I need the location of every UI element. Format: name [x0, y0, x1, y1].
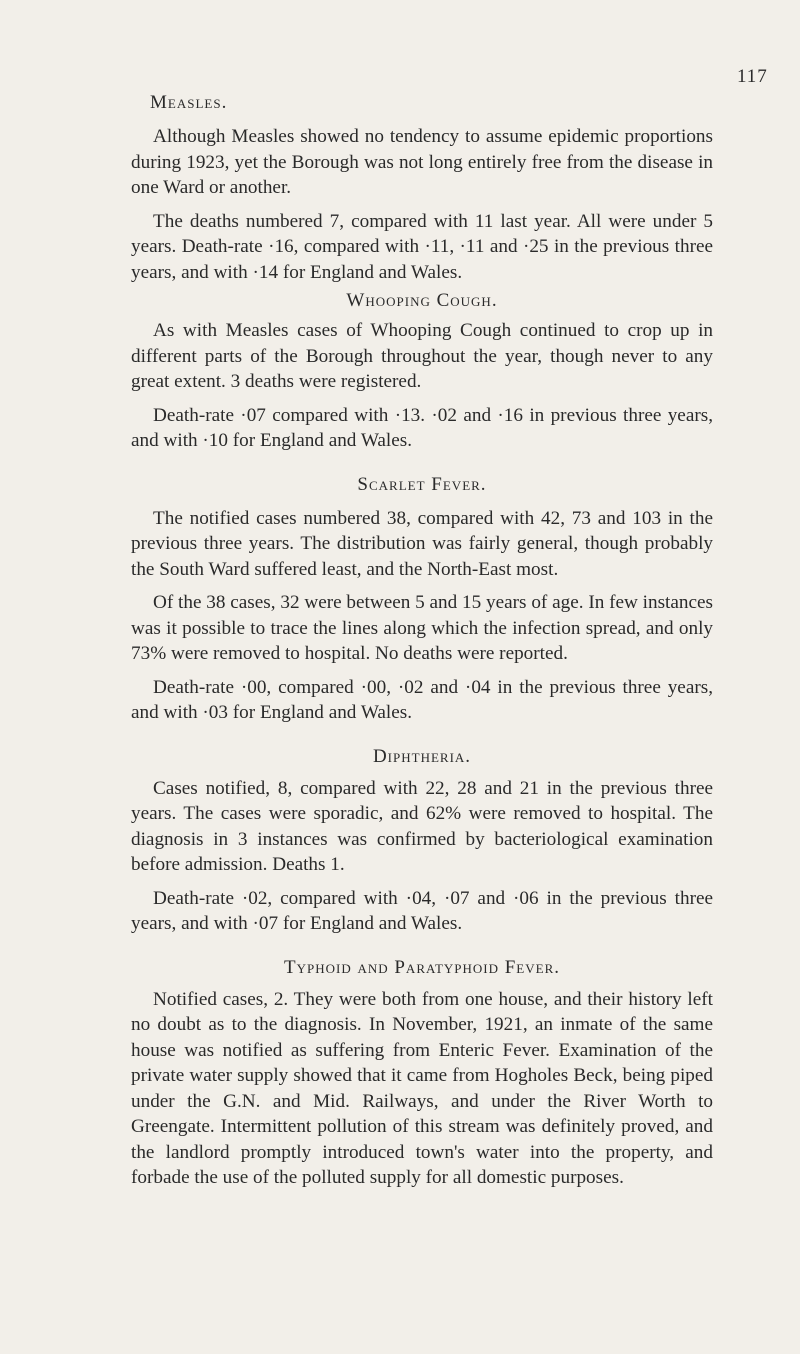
section-heading: Diphtheria. — [372, 745, 472, 767]
paragraph: Although Measles showed no tendency to assume epidemic proportions during 1923, yet the Borough was not long entirely free from the disease in one Ward or another. — [131, 126, 713, 198]
paragraph: Death-rate ·07 compared with ·13. ·02 and ·16 in previous three years, and with ·10 for England and Wales. — [131, 404, 713, 451]
section-heading: Scarlet Fever. — [357, 473, 487, 495]
section-whooping-cough — [131, 290, 713, 454]
section-typhoid — [131, 957, 713, 1191]
paragraph: Death-rate ·02, compared with ·04, ·07 and ·06 in the previous three years, and with ·07 for England and Wales. — [131, 887, 713, 934]
paragraph: The deaths numbered 7, compared with 11 last year. All were under 5 years. Death-rate ·16, compared with ·11, ·11 and ·25 in the previous three years, and with ·14 for England and Wales. — [131, 210, 713, 283]
document-body — [131, 92, 713, 1191]
page-number: 117 — [737, 66, 768, 87]
paragraph: Of the 38 cases, 32 were between 5 and 15 years of age. In few instances was it possible to trace the lines along which the infection spread, and only 73% were removed to hospital. No deaths were reported. — [131, 592, 713, 664]
section-heading: Typhoid and Paratyphoid Fever. — [283, 956, 561, 978]
section-scarlet-fever — [131, 474, 713, 726]
paragraph: Notified cases, 2. They were both from one house, and their history left no doubt as to the diagnosis. In November, 1921, an inmate of the same house was notified as suffering from Enteric Fever. Examination of the private water supply showed that it came from Hogholes Beck, being piped under the G.N. and Mid. Railways, and under the River Worth to Greengate. Intermittent pollution of this stream was definitely proved, and the landlord promptly introduced town's water into the property, and forbade the use of the polluted supply for all domestic purposes. — [131, 988, 713, 1188]
section-diphtheria — [131, 746, 713, 937]
paragraph: As with Measles cases of Whooping Cough continued to crop up in different parts of the Borough throughout the year, though never to any great extent. 3 deaths were registered. — [131, 320, 713, 392]
paragraph: The notified cases numbered 38, compared with 42, 73 and 103 in the previous three years. The distribution was fairly general, though probably the South Ward suffered least, and the North-East most. — [131, 507, 713, 580]
section-heading: Whooping Cough. — [346, 290, 498, 311]
paragraph: Death-rate ·00, compared ·00, ·02 and ·04 in the previous three years, and with ·03 for England and Wales. — [131, 676, 713, 723]
paragraph: Cases notified, 8, compared with 22, 28 and 21 in the previous three years. The cases were sporadic, and 62% were removed to hospital. The diagnosis in 3 instances was confirmed by bacteriological examination before admission. Deaths 1. — [131, 777, 713, 875]
section-measles — [131, 92, 713, 285]
section-heading: Measles. — [150, 92, 228, 113]
